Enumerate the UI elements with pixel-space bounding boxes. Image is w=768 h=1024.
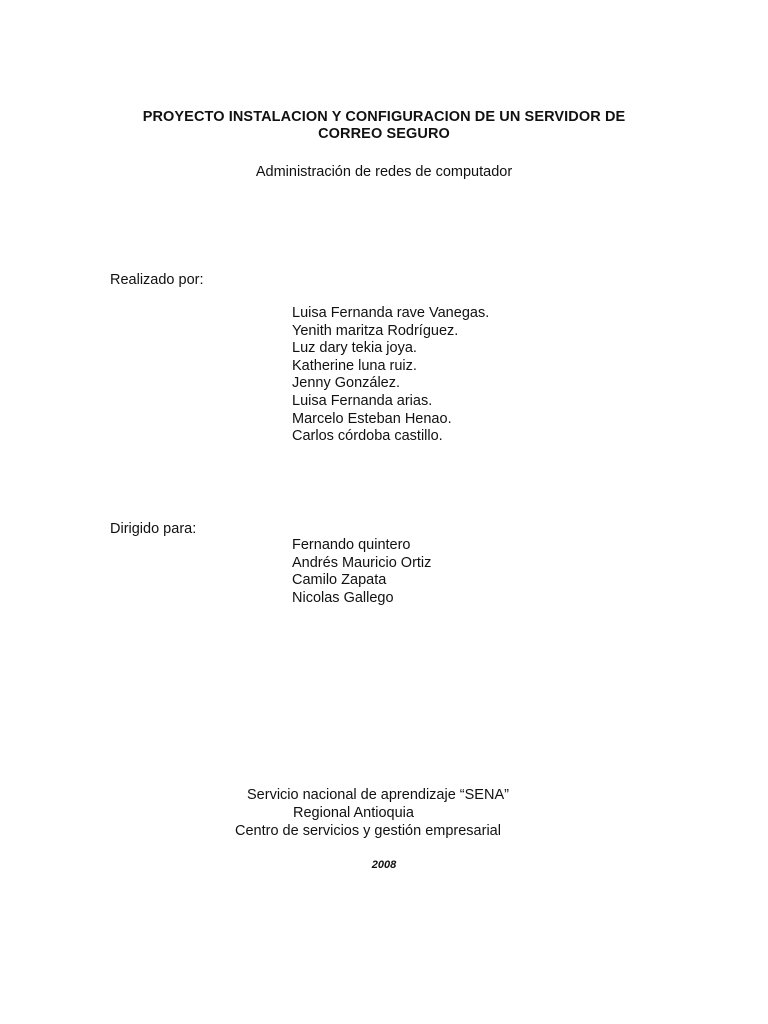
realizado-por-label: Realizado por: xyxy=(110,272,204,288)
directors-list xyxy=(292,537,431,607)
document-year: 2008 xyxy=(371,859,397,871)
institution-name: Servicio nacional de aprendizaje “SENA” xyxy=(247,787,509,803)
author-name: Carlos córdoba castillo. xyxy=(292,428,443,445)
document-subtitle: Administración de redes de computador xyxy=(255,164,513,180)
institution-center: Centro de servicios y gestión empresarial xyxy=(235,823,501,839)
author-name: Jenny González. xyxy=(292,375,401,392)
author-name: Luz dary tekia joya. xyxy=(292,340,417,357)
author-name: Yenith maritza Rodríguez. xyxy=(292,322,459,339)
dirigido-para-label: Dirigido para: xyxy=(110,521,197,537)
author-name: Marcelo Esteban Henao. xyxy=(292,410,452,427)
director-name: Camilo Zapata xyxy=(292,572,387,589)
document-title-line-1: PROYECTO INSTALACION Y CONFIGURACION DE UN SERVIDOR DE xyxy=(142,109,626,125)
author-name: Katherine luna ruiz. xyxy=(292,357,417,374)
institution-region: Regional Antioquia xyxy=(293,805,414,821)
director-name: Nicolas Gallego xyxy=(292,589,394,606)
document-title-line-2: CORREO SEGURO xyxy=(318,126,450,142)
author-name: Luisa Fernanda arias. xyxy=(292,392,433,409)
director-name: Andrés Mauricio Ortiz xyxy=(292,554,432,571)
authors-list xyxy=(292,305,489,446)
director-name: Fernando quintero xyxy=(292,537,411,553)
author-name: Luisa Fernanda rave Vanegas. xyxy=(292,305,490,321)
